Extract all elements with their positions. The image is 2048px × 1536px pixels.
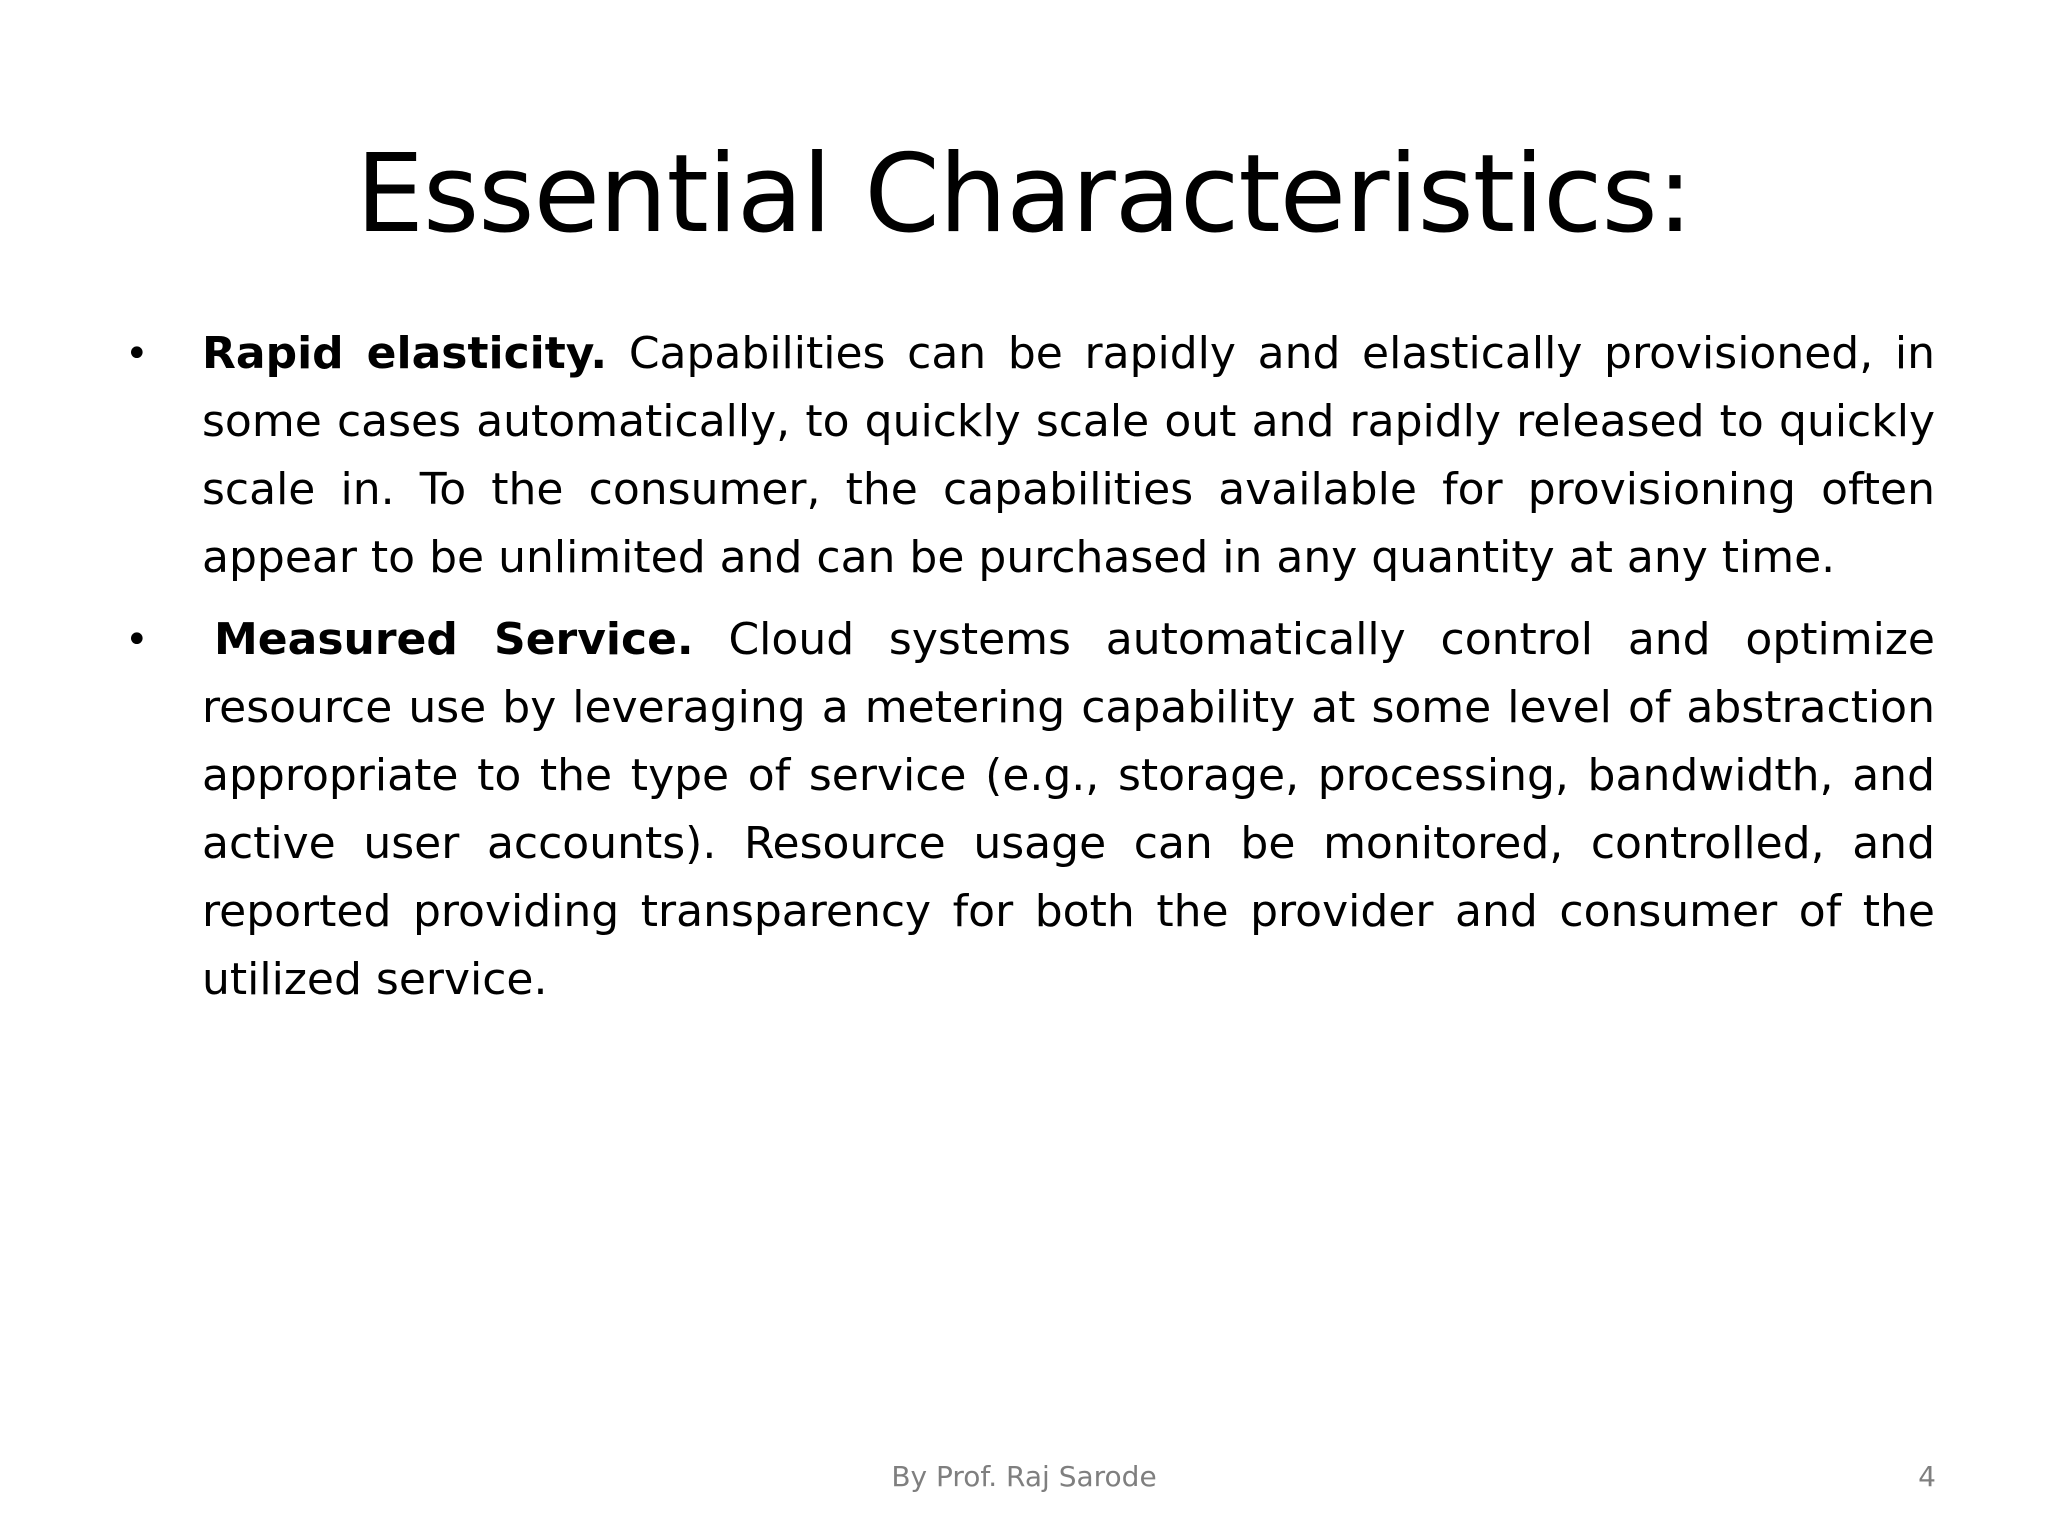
bullet-item-measured-service	[120, 606, 1935, 1014]
slide-footer: By Prof. Raj Sarode	[891, 1460, 1157, 1493]
page-number: 4	[1918, 1460, 1936, 1493]
bullet-item-rapid-elasticity	[120, 320, 1935, 592]
slide-title: Essential Characteristics:	[355, 132, 1693, 257]
bullet-term: Rapid elasticity.	[202, 328, 608, 379]
bullet-list	[120, 320, 1935, 1028]
bullet-marker: •	[125, 617, 149, 663]
bullet-marker: •	[125, 331, 149, 377]
bullet-text: Capabilities can be rapidly and elastically provisioned, in some cases automatically, to quickly scale out and rapidly released to quickly scale in. To the consumer, the capabilities available for provisioning often appear to be unlimited and can be purchased in any quantity at any time.	[202, 328, 1935, 583]
bullet-text: Cloud systems automatically control and optimize resource use by leveraging a metering capability at some level of abstraction appropriate to the type of service (e.g., storage, processing, bandwidth, and active user accounts). Resource usage can be monitored, controlled, and reported providing transparency for both the provider and consumer of the utilized service.	[202, 614, 1935, 1005]
bullet-term: Measured Service.	[214, 614, 694, 665]
